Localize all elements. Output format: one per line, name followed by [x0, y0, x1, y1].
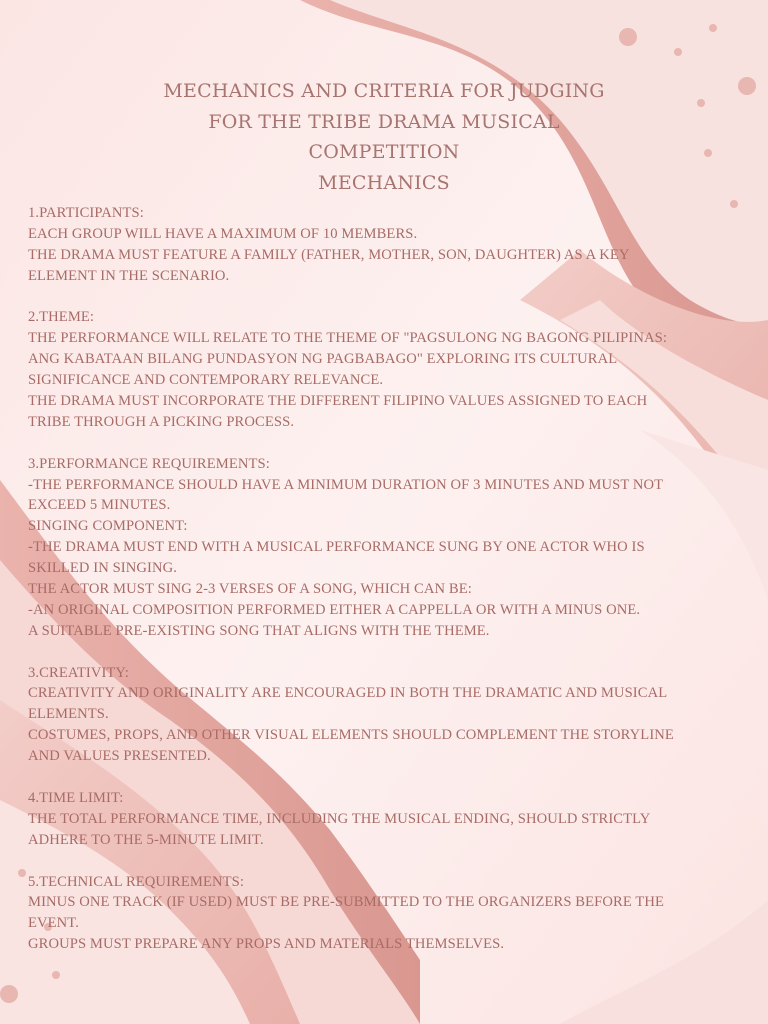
body-line: EVENT. — [28, 915, 79, 932]
body-line: EXCEED 5 MINUTES. — [28, 497, 171, 514]
body-line: THE DRAMA MUST INCORPORATE THE DIFFERENT FILIPINO VALUES ASSIGNED TO EACH — [28, 393, 648, 410]
spacer — [28, 767, 740, 788]
section-heading-technical-requirements: 5.TECHNICAL REQUIREMENTS: — [28, 873, 244, 890]
title-line: MECHANICS AND CRITERIA FOR JUDGING — [163, 80, 605, 102]
body-line: AND VALUES PRESENTED. — [28, 748, 211, 765]
body-line: MINUS ONE TRACK (IF USED) MUST BE PRE-SUBMITTED TO THE ORGANIZERS BEFORE THE — [28, 894, 664, 911]
body-line: CREATIVITY AND ORIGINALITY ARE ENCOURAGED IN BOTH THE DRAMATIC AND MUSICAL — [28, 685, 668, 702]
document-title — [0, 76, 768, 198]
spacer — [28, 433, 740, 454]
body-line: EACH GROUP WILL HAVE A MAXIMUM OF 10 MEMBERS. — [28, 225, 418, 242]
spacer — [28, 642, 740, 663]
body-line: THE DRAMA MUST FEATURE A FAMILY (FATHER, MOTHER, SON, DAUGHTER) AS A KEY — [28, 246, 630, 263]
body-line: SKILLED IN SINGING. — [28, 560, 178, 577]
body-line: ELEMENT IN THE SCENARIO. — [28, 267, 230, 284]
section-heading-performance-requirements: 3.PERFORMANCE REQUIREMENTS: — [28, 455, 270, 472]
body-line: THE TOTAL PERFORMANCE TIME, INCLUDING THE MUSICAL ENDING, SHOULD STRICTLY — [28, 810, 651, 827]
body-line: -THE DRAMA MUST END WITH A MUSICAL PERFORMANCE SUNG BY ONE ACTOR WHO IS — [28, 539, 645, 556]
section-heading-creativity: 3.CREATIVITY: — [28, 664, 129, 681]
body-line: GROUPS MUST PREPARE ANY PROPS AND MATERIALS THEMSELVES. — [28, 936, 505, 953]
body-line: -THE PERFORMANCE SHOULD HAVE A MINIMUM DURATION OF 3 MINUTES AND MUST NOT — [28, 476, 664, 493]
section-heading-time-limit: 4.TIME LIMIT: — [28, 789, 124, 806]
title-line: MECHANICS — [318, 171, 450, 194]
title-line: FOR THE TRIBE DRAMA MUSICAL — [208, 110, 560, 133]
title-line: COMPETITION — [308, 141, 460, 163]
body-line: SINGING COMPONENT: — [28, 518, 188, 535]
body-line: THE ACTOR MUST SING 2-3 VERSES OF A SONG, WHICH CAN BE: — [28, 581, 472, 598]
section-heading-participants: 1.PARTICIPANTS: — [28, 205, 144, 221]
body-line: ELEMENTS. — [28, 706, 109, 723]
body-line: SIGNIFICANCE AND CONTEMPORARY RELEVANCE. — [28, 372, 384, 389]
body-line: COSTUMES, PROPS, AND OTHER VISUAL ELEMENTS SHOULD COMPLEMENT THE STORYLINE — [28, 727, 674, 744]
body-line: ANG KABATAAN BILANG PUNDASYON NG PAGBABAGO" EXPLORING ITS CULTURAL — [28, 351, 618, 368]
section-heading-theme: 2.THEME: — [28, 309, 95, 326]
body-line: -AN ORIGINAL COMPOSITION PERFORMED EITHER A CAPPELLA OR WITH A MINUS ONE. — [28, 601, 641, 618]
spacer — [28, 287, 740, 308]
body-line: A SUITABLE PRE-EXISTING SONG THAT ALIGNS WITH THE THEME. — [28, 622, 490, 639]
body-line: ADHERE TO THE 5-MINUTE LIMIT. — [28, 831, 264, 848]
document-body — [28, 203, 740, 955]
body-line: THE PERFORMANCE WILL RELATE TO THE THEME OF "PAGSULONG NG BAGONG PILIPINAS: — [28, 330, 667, 347]
spacer — [28, 851, 740, 872]
body-line: TRIBE THROUGH A PICKING PROCESS. — [28, 413, 295, 430]
